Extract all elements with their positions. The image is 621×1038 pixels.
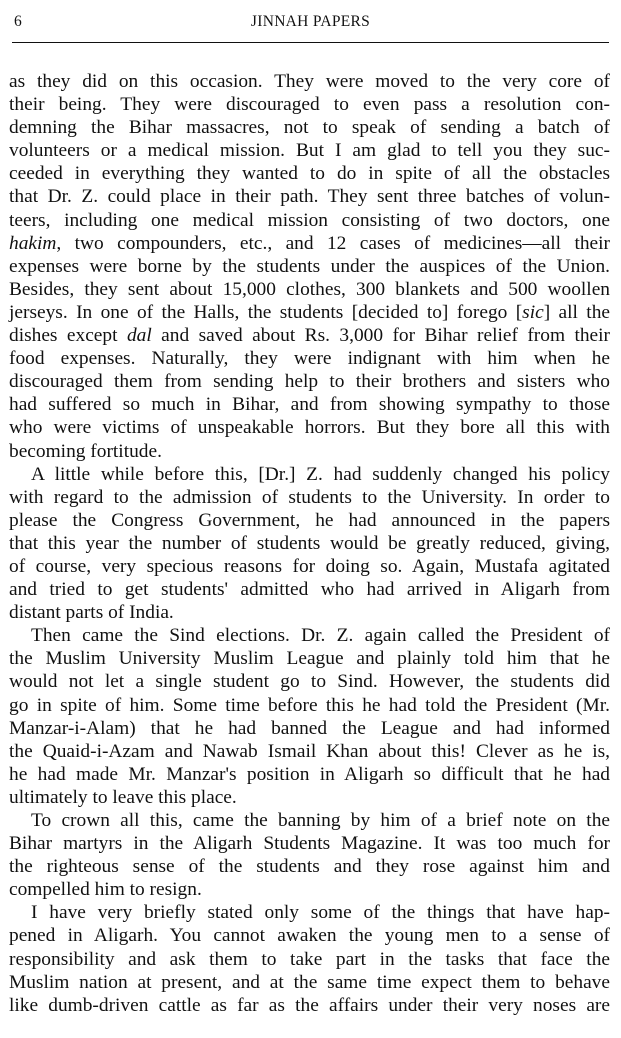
- text-line: demning the Bihar massacres, not to speak of sending a batch of: [9, 117, 610, 139]
- text-line: A little while before this, [Dr.] Z. had suddenly changed his policy: [31, 463, 610, 485]
- text-line: To crown all this, came the banning by him of a brief note on the: [31, 810, 610, 831]
- text-line: I have very briefly stated only some of the things that have hap-: [31, 902, 610, 924]
- text-line: expenses were borne by the students under the auspices of the Union.: [9, 255, 610, 277]
- text-line: would not let a single student go to Sind. However, the students did: [9, 671, 610, 693]
- body-text: [9, 70, 610, 1017]
- text-line: food expenses. Naturally, they were indignant with him when he: [9, 348, 610, 370]
- text-line: pened in Aligarh. You cannot awaken the young men to a sense of: [9, 925, 610, 947]
- text-line: jerseys. In one of the Halls, the students [decided to] forego [sic] all the: [9, 301, 610, 323]
- text-line: Besides, they sent about 15,000 clothes, 300 blankets and 500 woollen: [9, 278, 610, 300]
- text-line: Muslim nation at present, and at the same time expect them to behave: [9, 971, 610, 993]
- header-rule: [12, 42, 609, 43]
- paragraph: [9, 809, 610, 901]
- text-line: teers, including one medical mission consisting of two doctors, one: [9, 209, 610, 231]
- text-line: with regard to the admission of students to the University. In order to: [9, 486, 610, 508]
- text-line: their being. They were discouraged to even pass a resolution con-: [9, 94, 610, 116]
- text-line: Manzar-i-Alam) that he had banned the League and had informed: [9, 717, 610, 739]
- text-line: responsibility and ask them to take part in the tasks that face the: [9, 948, 610, 970]
- text-line: hakim, two compounders, etc., and 12 cases of medicines—all their: [9, 232, 610, 254]
- text-line: he had made Mr. Manzar's position in Aligarh so difficult that he had: [9, 763, 610, 785]
- italic-term: hakim: [9, 232, 57, 254]
- running-title: JINNAH PAPERS: [250, 13, 371, 30]
- text-line: of course, very specious reasons for doing so. Again, Mustafa agitated: [9, 555, 610, 577]
- paragraph: [9, 624, 610, 809]
- text-line: distant parts of India.: [9, 602, 174, 624]
- text-line: that this year the number of students would be greatly reduced, giving,: [9, 532, 610, 554]
- paragraph: [9, 463, 610, 625]
- text-line: had suffered so much in Bihar, and from showing sympathy to those: [9, 394, 610, 416]
- paragraph: [9, 70, 610, 463]
- text-line: discouraged them from sending help to their brothers and sisters who: [9, 371, 610, 393]
- text-line: compelled him to resign.: [9, 879, 202, 901]
- text-line: volunteers or a medical mission. But I am glad to tell you they suc-: [9, 140, 610, 162]
- text-line: go in spite of him. Some time before this he had told the President (Mr.: [9, 694, 610, 716]
- page-number: 6: [14, 13, 22, 30]
- text-line: and tried to get students' admitted who had arrived in Aligarh from: [9, 579, 610, 601]
- text-line: Then came the Sind elections. Dr. Z. again called the President of: [31, 625, 610, 647]
- text-line: like dumb-driven cattle as far as the affairs under their very noses are: [9, 994, 610, 1016]
- paragraph: [9, 901, 610, 1016]
- text-line: becoming fortitude.: [9, 440, 162, 462]
- text-line: who were victims of unspeakable horrors. But they bore all this with: [9, 417, 610, 439]
- italic-term: sic: [522, 301, 544, 323]
- text-line: ultimately to leave this place.: [9, 786, 237, 808]
- text-line: dishes except dal and saved about Rs. 3,000 for Bihar relief from their: [9, 325, 610, 347]
- text-line: the Muslim University Muslim League and plainly told him that he: [9, 648, 610, 670]
- text-line: the righteous sense of the students and they rose against him and: [9, 856, 610, 878]
- text-line: Bihar martyrs in the Aligarh Students Magazine. It was too much for: [9, 833, 610, 855]
- running-head: [12, 10, 609, 34]
- text-line: the Quaid-i-Azam and Nawab Ismail Khan about this! Clever as he is,: [9, 740, 610, 762]
- text-line: please the Congress Government, he had announced in the papers: [9, 509, 610, 531]
- text-line: that Dr. Z. could place in their path. They sent three batches of volun-: [9, 186, 610, 208]
- italic-term: dal: [126, 325, 152, 347]
- text-line: ceeded in everything they wanted to do in spite of all the obstacles: [9, 163, 610, 185]
- text-line: as they did on this occasion. They were moved to the very core of: [9, 71, 610, 92]
